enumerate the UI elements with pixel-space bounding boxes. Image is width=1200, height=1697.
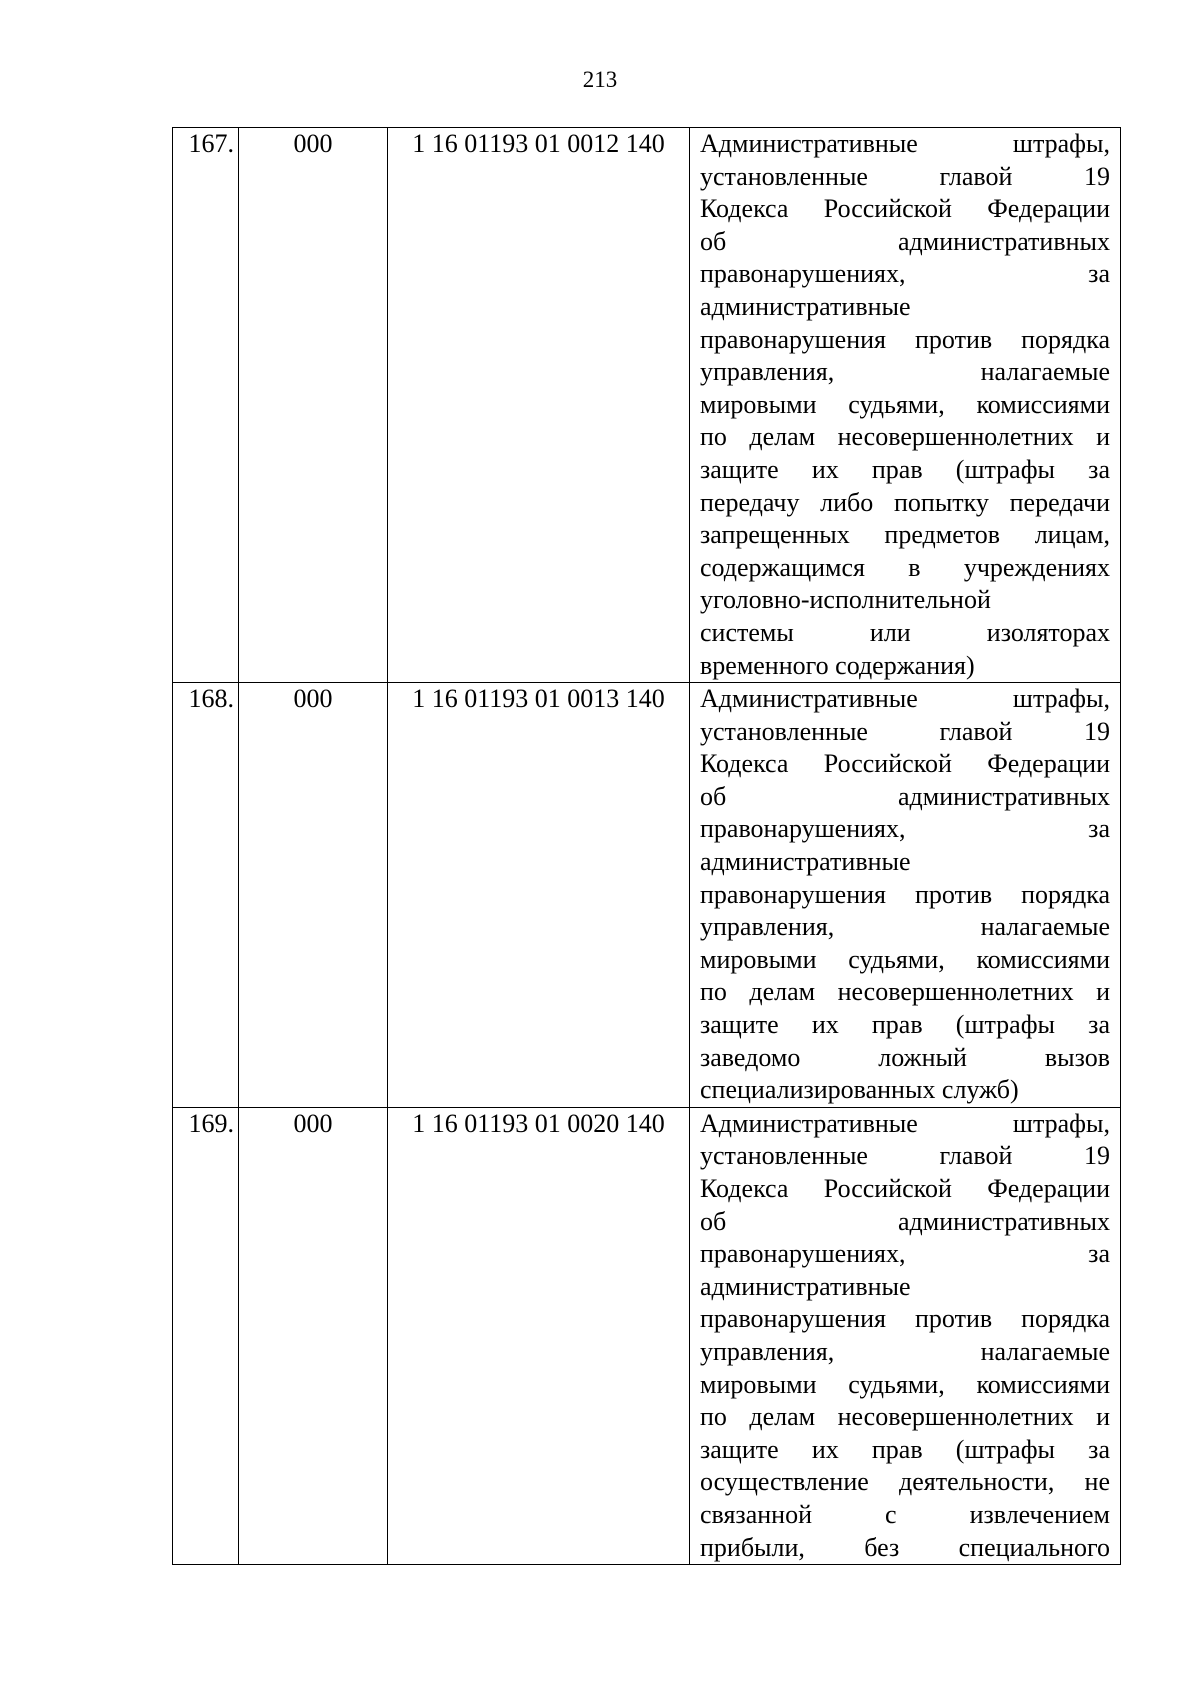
admin-code: 000	[239, 683, 388, 1108]
admin-code: 000	[239, 1107, 388, 1564]
description-line: Административные штрафы,	[700, 1108, 1110, 1138]
page-number: 213	[582, 67, 618, 92]
income-description	[690, 128, 1121, 683]
table-row	[173, 1107, 1121, 1564]
description-line: правонарушениях, за	[700, 1239, 1110, 1269]
admin-code: 000	[239, 128, 388, 683]
description-line: Административные штрафы,	[700, 684, 1110, 714]
description-line: запрещенных предметов лицам,	[700, 520, 1110, 550]
description-line: управления, налагаемые	[700, 357, 1110, 387]
description-line: защите их прав (штрафы за	[700, 1434, 1110, 1464]
description-line: прибыли, без специального	[700, 1532, 1110, 1562]
description-line: правонарушениях, за	[700, 259, 1110, 289]
description-line: передачу либо попытку передачи	[700, 487, 1110, 517]
description-line: управления, налагаемые	[700, 1336, 1110, 1366]
description-line: защите их прав (штрафы за	[700, 454, 1110, 484]
description-line: временного содержания)	[700, 650, 975, 680]
description-line: правонарушения против порядка	[700, 324, 1110, 354]
description-line: заведомо ложный вызов	[700, 1042, 1110, 1072]
row-number: 169.	[173, 1107, 239, 1564]
description-line: административные	[700, 847, 911, 877]
description-line: системы или изоляторах	[700, 617, 1110, 647]
description-line: установленные главой 19	[700, 161, 1110, 191]
description-line: мировыми судьями, комиссиями	[700, 1369, 1110, 1399]
budget-classification-code: 1 16 01193 01 0012 140	[388, 128, 690, 683]
description-line: мировыми судьями, комиссиями	[700, 389, 1110, 419]
description-line: содержащимся в учреждениях	[700, 552, 1110, 582]
description-line: установленные главой 19	[700, 716, 1110, 746]
budget-codes-table	[172, 127, 1121, 1565]
row-number: 168.	[173, 683, 239, 1108]
description-line: защите их прав (штрафы за	[700, 1010, 1110, 1040]
description-line: правонарушения против порядка	[700, 879, 1110, 909]
description-line: Кодекса Российской Федерации	[700, 194, 1110, 224]
description-line: Административные штрафы,	[700, 129, 1110, 158]
description-line: по делам несовершеннолетних и	[700, 422, 1110, 452]
description-line: Кодекса Российской Федерации	[700, 749, 1110, 779]
description-line: об административных	[700, 226, 1110, 256]
description-line: об административных	[700, 1206, 1110, 1236]
description-line: управления, налагаемые	[700, 912, 1110, 942]
description-line: связанной с извлечением	[700, 1499, 1110, 1529]
description-line: осуществление деятельности, не	[700, 1467, 1110, 1497]
description-line: административные	[700, 291, 911, 321]
description-line: мировыми судьями, комиссиями	[700, 944, 1110, 974]
income-description	[690, 683, 1121, 1108]
description-line: правонарушения против порядка	[700, 1304, 1110, 1334]
budget-classification-code: 1 16 01193 01 0020 140	[388, 1107, 690, 1564]
description-line: уголовно-исполнительной	[700, 585, 991, 615]
description-line: административные	[700, 1271, 911, 1301]
row-number: 167.	[173, 128, 239, 683]
description-line: об административных	[700, 781, 1110, 811]
budget-classification-code: 1 16 01193 01 0013 140	[388, 683, 690, 1108]
description-line: по делам несовершеннолетних и	[700, 977, 1110, 1007]
description-line: специализированных служб)	[700, 1075, 1019, 1105]
description-line: правонарушениях, за	[700, 814, 1110, 844]
description-line: по делам несовершеннолетних и	[700, 1402, 1110, 1432]
description-line: установленные главой 19	[700, 1141, 1110, 1171]
table-row	[173, 683, 1121, 1108]
income-description	[690, 1107, 1121, 1564]
description-line: Кодекса Российской Федерации	[700, 1174, 1110, 1203]
table-row	[173, 128, 1121, 683]
